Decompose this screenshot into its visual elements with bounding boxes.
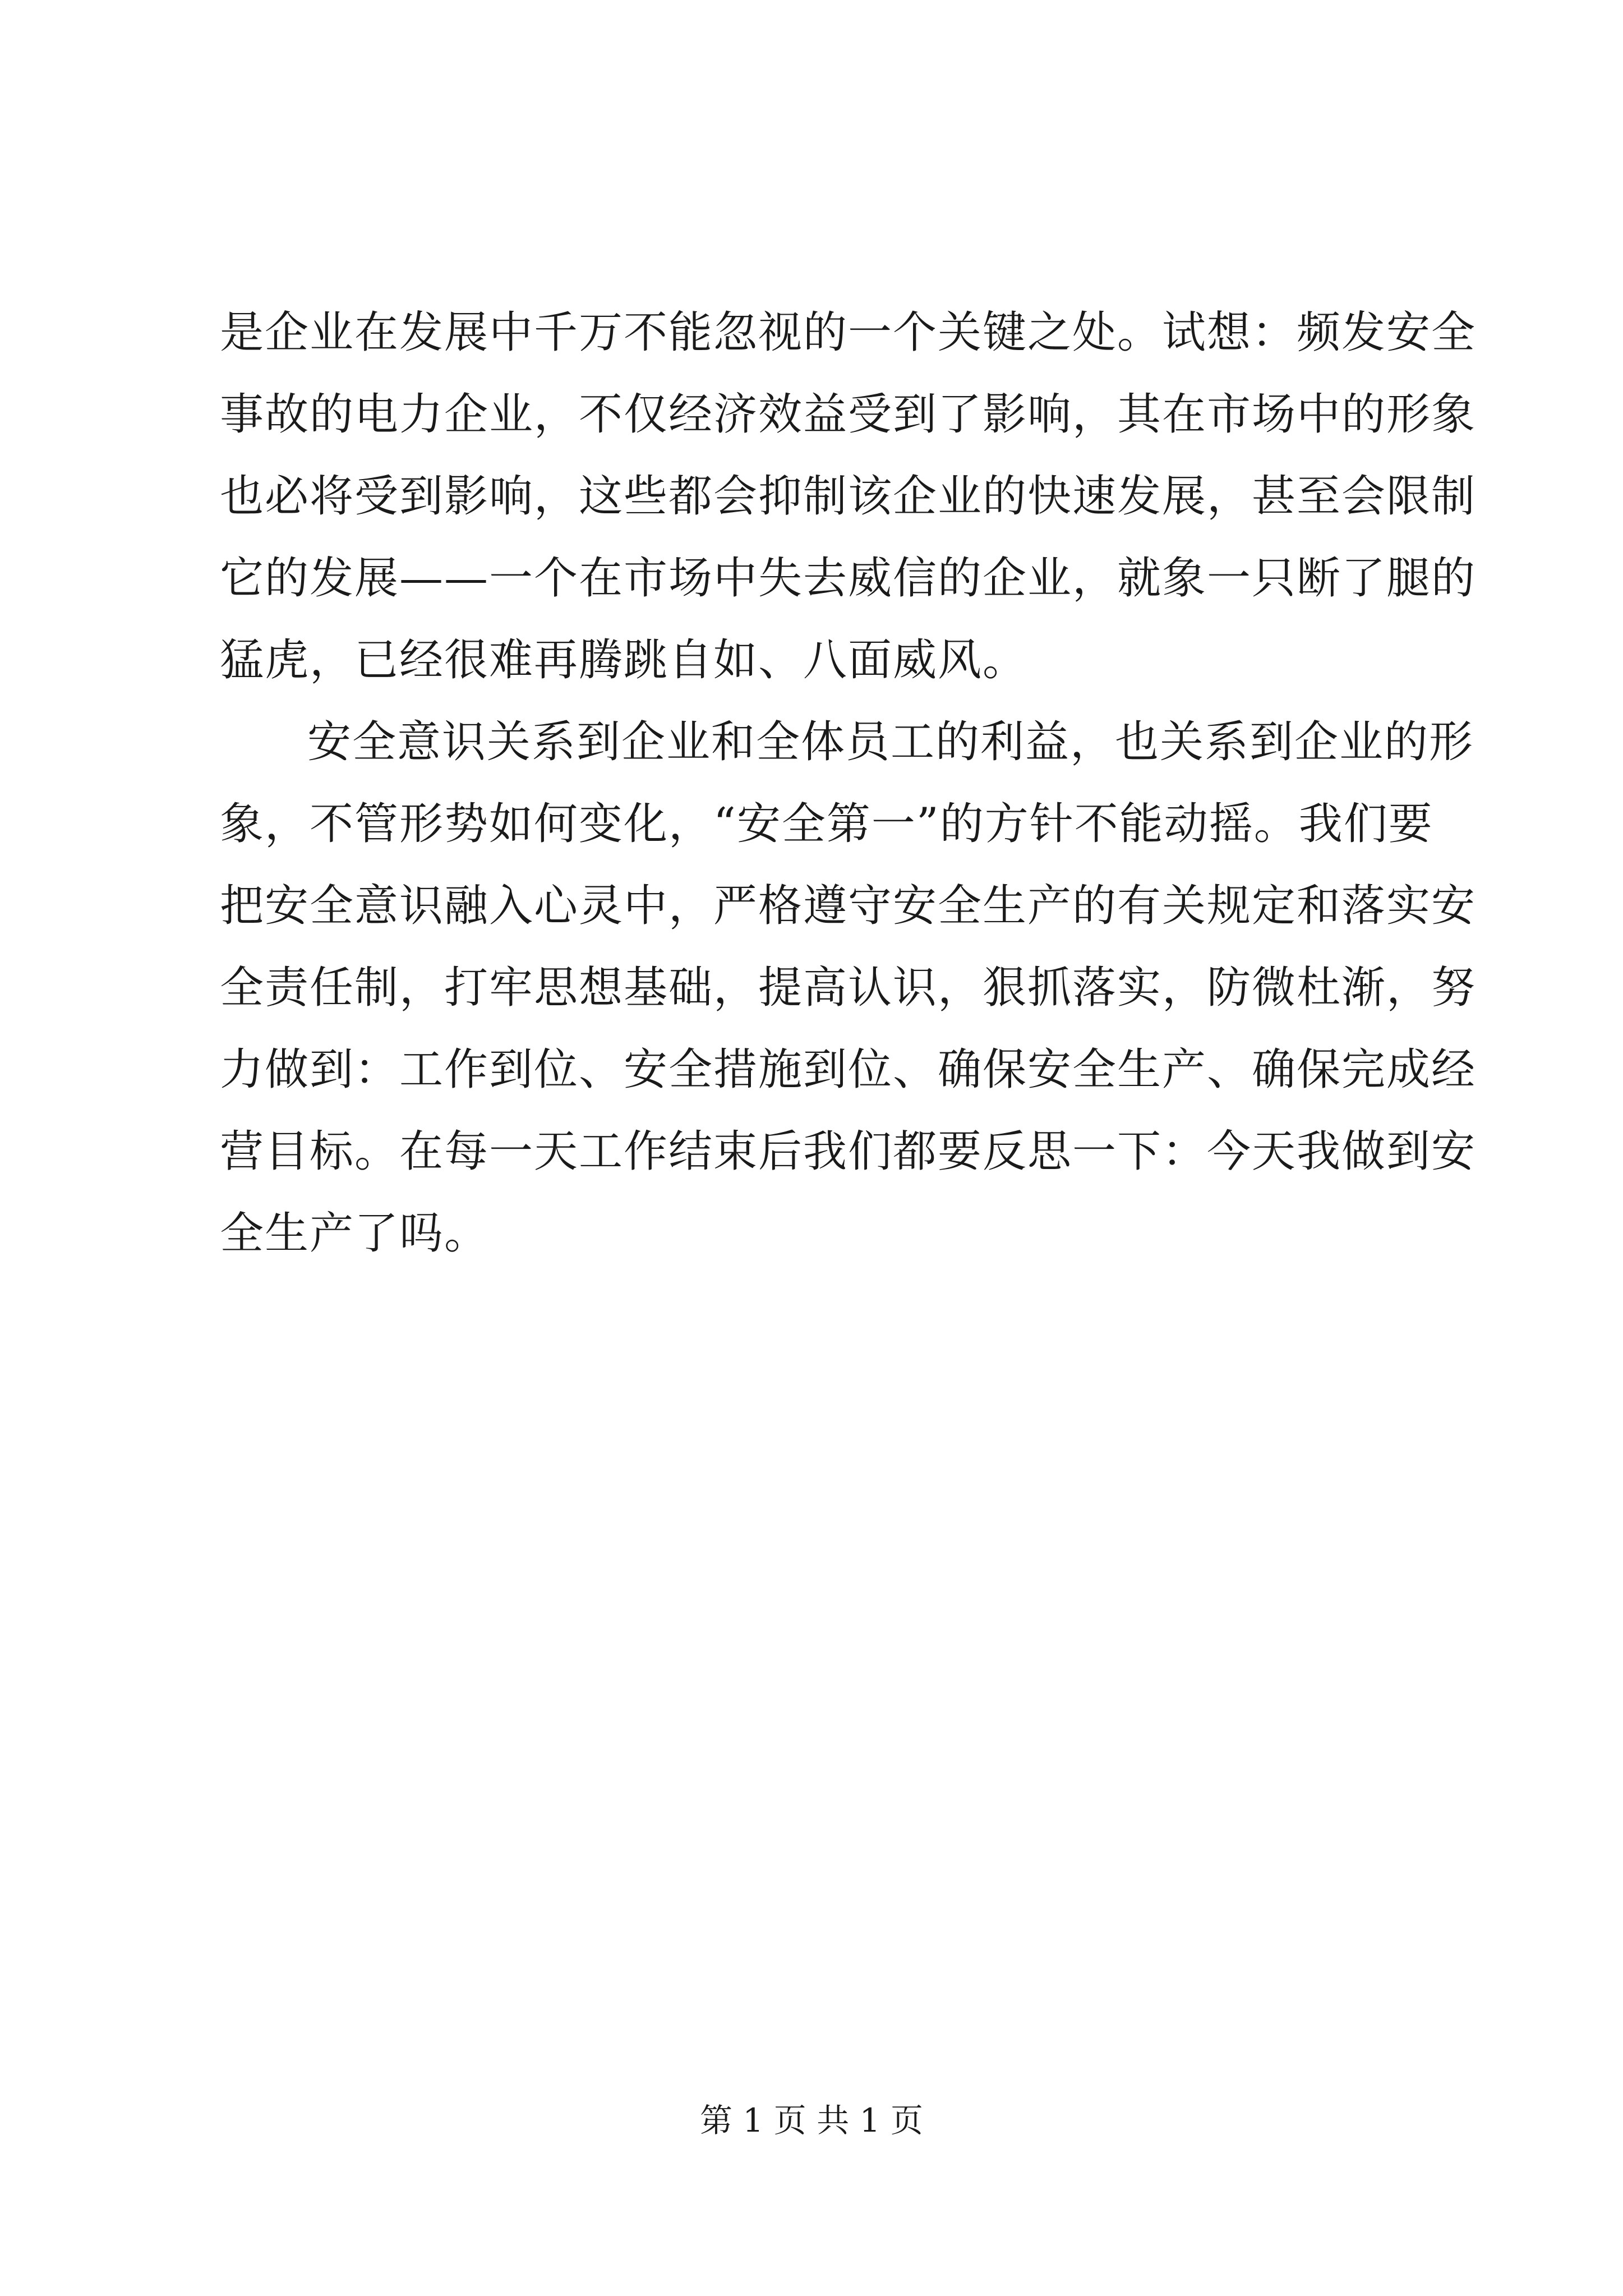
paragraph-1 xyxy=(220,292,1477,701)
paragraph-1-line-1: 是企业在发展中千万不能忽视的一个关键之处。试想：频发安全 xyxy=(220,307,1477,358)
page-number-footer: 第 1 页 共 1 页 xyxy=(700,2101,923,2139)
paragraph-2-line-4: 全责任制，打牢思想基础，提高认识，狠抓落实，防微杜渐，努 xyxy=(220,963,1477,1013)
paragraph-2-line-2: 象，不管形势如何变化，“安全第一”的方针不能动摇。我们要 xyxy=(220,799,1433,849)
paragraph-2-line-5: 力做到：工作到位、安全措施到位、确保安全生产、确保完成经 xyxy=(220,1045,1477,1095)
paragraph-2-line-7: 全生产了吗。 xyxy=(220,1208,490,1259)
paragraph-1-line-5: 猛虎，已经很难再腾跳自如、八面威风。 xyxy=(220,635,1028,685)
paragraph-2-line-1: 安全意识关系到企业和全体员工的利益，也关系到企业的形 xyxy=(307,717,1474,767)
paragraph-1-line-3: 也必将受到影响，这些都会抑制该企业的快速发展，甚至会限制 xyxy=(220,471,1477,522)
paragraph-1-line-4: 它的发展——一个在市场中失去威信的企业，就象一只断了腿的 xyxy=(220,553,1477,604)
paragraph-2-line-3: 把安全意识融入心灵中，严格遵守安全生产的有关规定和落实安 xyxy=(220,881,1477,931)
paragraph-2 xyxy=(220,701,1477,1274)
document-body xyxy=(220,292,1477,1274)
paragraph-1-line-2: 事故的电力企业，不仅经济效益受到了影响，其在市场中的形象 xyxy=(220,389,1477,440)
paragraph-2-line-6: 营目标。在每一天工作结束后我们都要反思一下：今天我做到安 xyxy=(220,1126,1477,1177)
